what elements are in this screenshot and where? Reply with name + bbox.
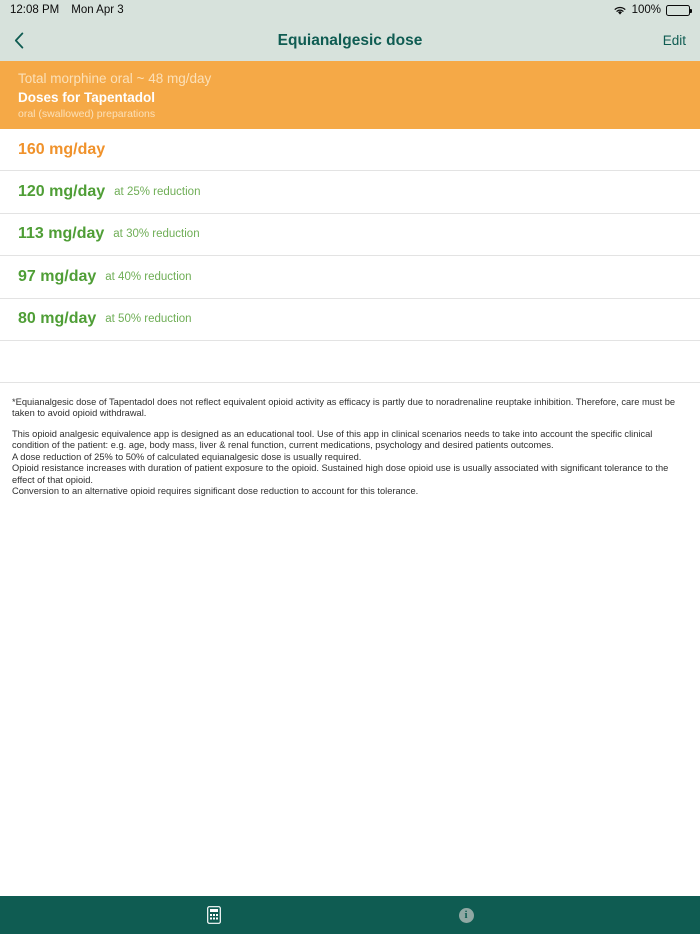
status-bar: [0, 0, 700, 20]
list-item[interactable]: [0, 129, 700, 171]
battery-percentage: 100%: [631, 4, 661, 16]
tab-calculator[interactable]: [184, 906, 244, 924]
disclaimer-paragraph-2-line-4: Conversion to an alternative opioid requires significant dose reduction to account for this tolerance.: [12, 486, 419, 497]
navigation-bar: [0, 20, 700, 61]
preparation-label: oral (swallowed) preparations: [18, 108, 156, 120]
list-item[interactable]: [0, 214, 700, 256]
tab-bar: [0, 896, 700, 934]
page-title: Equianalgesic dose: [277, 31, 423, 49]
list-item[interactable]: [0, 299, 700, 341]
dose-note: at 30% reduction: [113, 228, 200, 241]
dose-value: 97 mg/day: [18, 267, 97, 285]
status-date: Mon Apr 3: [71, 4, 124, 16]
dose-summary-header: [0, 61, 700, 129]
disclaimer-paragraph-2-line-2: A dose reduction of 25% to 50% of calculated equianalgesic dose is usually required.: [12, 451, 362, 462]
back-button[interactable]: [14, 32, 36, 49]
disclaimer-paragraph-2-line-1: This opioid analgesic equivalence app is designed as an educational tool. Use of this app in clinical scenarios needs to take into account the specific clinical condition of the patient: e.g. age, body mass, liver & renal function, current medications, psychology and desired patients outcomes.: [12, 428, 653, 451]
dose-value: 80 mg/day: [18, 310, 97, 328]
status-bar-right: [613, 4, 690, 16]
tab-info[interactable]: [436, 908, 496, 923]
status-bar-left: [10, 4, 124, 16]
dose-note: at 50% reduction: [105, 313, 192, 326]
disclaimer-paragraph-1: *Equianalgesic dose of Tapentadol does not reflect equivalent opioid activity as efficacy is partly due to noradrenaline reuptake inhibition. Therefore, care must be taken to avoid opioid withdrawal.: [12, 396, 676, 419]
edit-button[interactable]: Edit: [662, 33, 686, 48]
dose-value: 113 mg/day: [18, 225, 105, 243]
status-time: 12:08 PM: [10, 4, 60, 16]
calculator-icon: [207, 906, 221, 924]
total-morphine-label: Total morphine oral ~ 48 mg/day: [18, 71, 212, 86]
dose-list: [0, 129, 700, 383]
dose-note: at 25% reduction: [114, 186, 201, 199]
disclaimer-paragraph-2-line-3: Opioid resistance increases with duration of patient exposure to the opioid. Sustained high dose opioid use is usually associated with significant tolerance to the effect of that opioid.: [12, 463, 669, 485]
wifi-icon: [613, 5, 627, 16]
disclaimer-text: [0, 383, 700, 498]
chevron-left-icon: [14, 32, 24, 49]
list-item[interactable]: [0, 256, 700, 298]
battery-icon: [666, 5, 690, 16]
dose-value: 160 mg/day: [18, 140, 106, 158]
list-item-empty: [0, 341, 700, 383]
doses-for-label: Doses for Tapentadol: [18, 90, 156, 105]
list-item[interactable]: [0, 171, 700, 213]
info-icon: i: [459, 908, 474, 923]
dose-value: 120 mg/day: [18, 183, 106, 201]
dose-note: at 40% reduction: [105, 270, 192, 283]
